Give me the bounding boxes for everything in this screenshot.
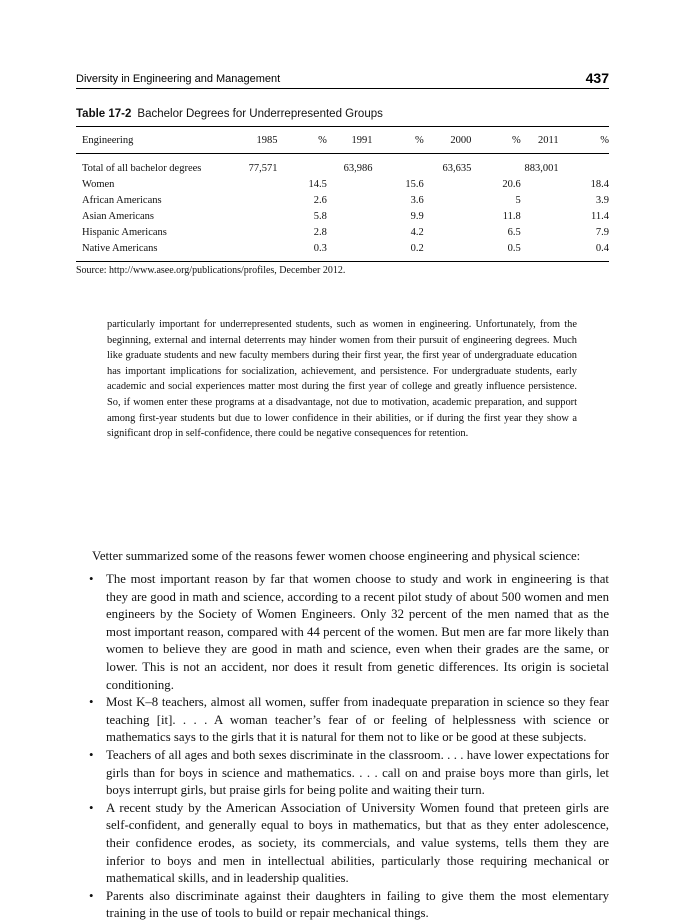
table-cell [278, 154, 327, 177]
row-label: Asian Americans [82, 210, 155, 222]
table-cell [327, 192, 373, 208]
table-cell [327, 240, 373, 262]
list-item-text: Teachers of all ages and both sexes discriminate in the classroom. . . . have lower expectations for girls than for boys in science and mathematics. . . . call on and praise boys more than girls, let boys interrupt girls, but praise girls for being polite and waiting their turn. [106, 747, 609, 798]
table-cell: 15.6 [405, 178, 424, 190]
degrees-table [76, 126, 609, 262]
table-cell [424, 192, 472, 208]
column-header: 2011 [537, 134, 559, 146]
table-cell: 7.9 [595, 226, 609, 238]
table-row [76, 176, 609, 192]
table-cell: 18.4 [590, 178, 609, 190]
table-cell: 2.6 [313, 194, 327, 206]
table-row [76, 240, 609, 262]
table-cell: 11.8 [502, 210, 521, 222]
table-cell: 20.6 [502, 178, 521, 190]
row-label: Native Americans [82, 242, 158, 254]
table-cell: 0.2 [410, 242, 424, 254]
list-item-text: A recent study by the American Association of University Women found that preteen girls are self-confident, and generally equal to boys in mathematics, but that as they enter adolescence, their confidence erodes, as society, its commercials, and value systems, tells them they are inferior to boys and men in intellectual abilities, particularly those requiring mechanical or mathematical skills, and in leadership qualities. [106, 800, 609, 886]
table-cell: 77,571 [248, 162, 278, 174]
row-label: Total of all bachelor degrees [82, 162, 202, 174]
table-cell [424, 176, 472, 192]
list-item [76, 694, 609, 747]
table-caption [76, 108, 383, 120]
bullet-list [76, 571, 609, 923]
table-cell [471, 154, 520, 177]
page-number: 437 [585, 70, 609, 86]
row-label: Hispanic Americans [82, 226, 167, 238]
column-header: 2000 [450, 134, 472, 146]
table-cell: 3.6 [410, 194, 424, 206]
column-header: % [415, 134, 424, 146]
table-cell [424, 224, 472, 240]
table-cell: 9.9 [410, 210, 424, 222]
column-header: 1985 [256, 134, 278, 146]
running-title: Diversity in Engineering and Management [76, 73, 281, 85]
table-cell: 2.8 [313, 226, 327, 238]
table-cell [372, 154, 423, 177]
bullet-icon: • [89, 695, 94, 710]
table-cell [234, 192, 278, 208]
row-label: African Americans [82, 194, 162, 206]
table-cell: 883,001 [524, 162, 559, 174]
table-cell [424, 240, 472, 262]
table-cell: 0.4 [595, 242, 609, 254]
table-cell [234, 176, 278, 192]
table-cell: 0.3 [313, 242, 327, 254]
table-cell: 3.9 [595, 194, 609, 206]
table-cell [521, 176, 559, 192]
table-cell [521, 240, 559, 262]
table-cell: 63,986 [343, 162, 373, 174]
table-cell: 5 [515, 194, 521, 206]
table-row [76, 208, 609, 224]
table-cell: 5.8 [313, 210, 327, 222]
table-header-row [76, 127, 609, 154]
row-label: Women [82, 178, 115, 190]
table-cell: 14.5 [308, 178, 327, 190]
table-cell [234, 224, 278, 240]
block-quote: particularly important for underrepresented students, such as women in engineering. Unfortunately, from the beginning, external and internal deterrents may hinder women from their pursuit of engineering degrees. Much like graduate students and new faculty members during their first year, the first year of undergraduate education has important implications for socialization, achievement, and persistence. For undergraduate students, early academic and social experiences matter most during the first year of college and greatly influence persistence. So, if women enter these programs at a disadvantage, not due to motivation, academic preparation, and support among first-year students but due to lower confidence in their abilities, or if during the first year they show a significant drop in self-confidence, there could be negative consequences for retention. [107, 319, 577, 440]
table-source: Source: http://www.asee.org/publications/profiles, December 2012. [76, 265, 346, 276]
table-cell [521, 192, 559, 208]
list-item [76, 888, 609, 923]
table-cell: 6.5 [507, 226, 521, 238]
column-header: Engineering [82, 134, 134, 146]
table-number: Table 17-2 [76, 108, 132, 120]
bullet-icon: • [89, 572, 94, 586]
intro-paragraph: Vetter summarized some of the reasons fewer women choose engineering and physical science: [92, 549, 581, 563]
table-cell: 4.2 [410, 226, 424, 238]
column-header: % [600, 134, 609, 146]
table-cell [521, 224, 559, 240]
table-title: Bachelor Degrees for Underrepresented Groups [137, 108, 383, 120]
list-item [76, 747, 609, 800]
table-row [76, 192, 609, 208]
table-cell [327, 176, 373, 192]
table-cell [327, 208, 373, 224]
table-cell [234, 208, 278, 224]
table-cell [559, 154, 609, 177]
table-row [76, 154, 609, 177]
bullet-icon: • [89, 888, 94, 903]
table-cell [521, 208, 559, 224]
column-header: % [511, 134, 521, 146]
list-item-text: The most important reason by far that women choose to study and work in engineering is that they are good in math and science, according to a recent pilot study of about 500 women and men engineers by the Society of Women Engineers. Only 32 percent of the men named that as the most important reason, compared with 44 percent of the women. But men are far more likely than women to believe they are good in math and science, even when their grades are the same, or lower. This is not an accident, nor does it result from genetic differences. Its origin is societal conditioning. [106, 572, 609, 692]
table-cell: 0.5 [507, 242, 521, 254]
list-item [76, 571, 609, 694]
table-row [76, 224, 609, 240]
column-header: 1991 [351, 134, 373, 146]
table-cell: 11.4 [591, 210, 609, 222]
header-rule [76, 88, 609, 89]
list-item-text: Parents also discriminate against their daughters in failing to give them the most elementary training in the use of tools to build or repair mechanical things. [106, 888, 609, 921]
bullet-icon: • [89, 800, 94, 815]
list-item-text: Most K–8 teachers, almost all women, suffer from inadequate preparation in science so they fear teaching [it]. . . . A woman teacher’s fear of or feeling of helplessness with science or mathematics says to the girls that it is natural for them not to like or be good at these subjects. [106, 695, 609, 745]
table-cell [424, 208, 472, 224]
table-cell [234, 240, 278, 262]
list-item [76, 800, 609, 888]
column-header: % [318, 134, 327, 146]
table-body [76, 154, 609, 262]
bullet-icon: • [89, 747, 94, 762]
table-cell [327, 224, 373, 240]
table-cell: 63,635 [442, 162, 472, 174]
